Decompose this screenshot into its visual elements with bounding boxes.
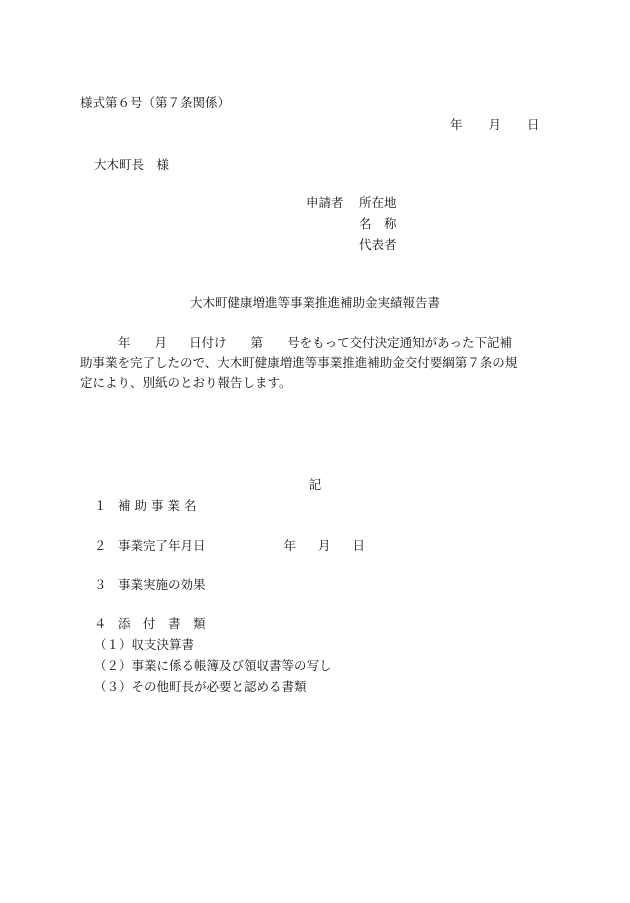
body-number-prefix: 第	[250, 335, 264, 350]
item-number: ２	[94, 538, 107, 553]
item-label: 添 付 書 類	[118, 616, 206, 631]
ki-heading: 記	[308, 477, 322, 492]
completion-day: 日	[352, 538, 366, 553]
date-month: 月	[488, 117, 502, 132]
applicant-address-label: 所在地	[359, 195, 397, 210]
item-completion-date	[94, 537, 365, 555]
date-year: 年	[450, 117, 463, 132]
body-month: 月	[154, 335, 168, 350]
item-project-name	[94, 497, 196, 515]
completion-year: 年	[283, 538, 297, 553]
body-dated: 日付け	[189, 335, 227, 350]
item-number: ３	[94, 577, 107, 592]
item-label: 事業実施の効果	[118, 577, 206, 592]
item-number: １	[94, 498, 107, 513]
item-attachments	[94, 615, 206, 633]
body-line2: 助事業を完了したので、大木町健康増進等事業推進補助金交付要綱第７条の規	[80, 355, 518, 370]
item-number: ４	[94, 616, 107, 631]
body-line3: 定により、別紙のとおり報告します。	[80, 375, 292, 390]
applicant-label: 申請者	[306, 195, 344, 210]
body-line1-rest: 号をもって交付決定通知があった下記補	[287, 335, 512, 350]
applicant-representative-label: 代表者	[359, 237, 397, 252]
form-number: 様式第６号（第７条関係）	[80, 95, 231, 110]
attachment-item: （１）収支決算書	[94, 637, 195, 652]
body-year: 年	[118, 335, 131, 350]
applicant-name-label: 名 称	[359, 216, 397, 231]
addressee: 大木町長 様	[94, 157, 170, 172]
item-effect	[94, 576, 206, 594]
completion-month: 月	[318, 538, 331, 553]
item-label: 事業完了年月日	[118, 538, 206, 553]
body-paragraph	[80, 333, 550, 393]
attachment-item: （２）事業に係る帳簿及び領収書等の写し	[94, 658, 332, 673]
date-day: 日	[527, 117, 540, 132]
document-title: 大木町健康増進等事業推進補助金実績報告書	[189, 295, 440, 310]
item-label: 補 助 事 業 名	[118, 498, 197, 513]
completion-date-parts	[284, 538, 366, 553]
submission-date	[450, 116, 540, 134]
attachment-item: （３）その他町長が必要と認める書類	[94, 679, 307, 694]
